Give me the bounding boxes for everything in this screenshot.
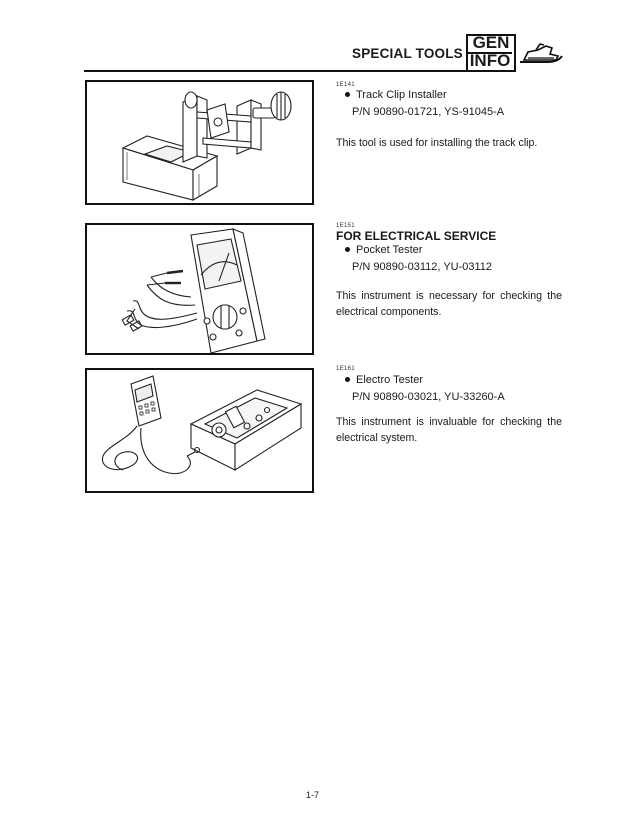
header-rule (84, 70, 468, 72)
part-number: P/N 90890-01721, YS-91045-A (352, 106, 505, 118)
tool-name (345, 89, 447, 101)
part-number: P/N 90890-03112, YU-03112 (352, 261, 493, 273)
section-code: 1E151 (336, 223, 355, 229)
tool-description: This instrument is necessary for checking the electrical components. (336, 290, 562, 318)
section-code: 1E141 (336, 82, 355, 88)
tool-name-text: Pocket Tester (356, 244, 423, 256)
bullet-icon (345, 247, 350, 252)
badge-gen-label: GEN (472, 33, 510, 52)
tool-name-text: Electro Tester (356, 374, 424, 386)
electro-tester-drawing (87, 370, 314, 493)
track-clip-installer-figure (85, 80, 314, 205)
snowmobile-icon (518, 40, 564, 68)
pocket-tester-drawing (87, 225, 314, 355)
tool-name (345, 244, 422, 256)
page-title: SPECIAL TOOLS (352, 46, 463, 61)
bullet-icon (345, 377, 350, 382)
section-code: 1E161 (336, 366, 355, 372)
electro-tester-figure (85, 368, 314, 493)
tool-description: This tool is used for installing the track clip. (336, 137, 538, 149)
part-number: P/N 90890-03021, YU-33260-A (352, 391, 505, 403)
track-clip-installer-drawing (87, 82, 314, 205)
tool-name (345, 374, 423, 386)
page-number: 1-7 (306, 790, 320, 800)
tool-name-text: Track Clip Installer (356, 89, 447, 101)
pocket-tester-figure (85, 223, 314, 355)
badge-info-label: INFO (469, 51, 511, 70)
tool-description: This instrument is invaluable for checking the electrical system. (336, 416, 562, 444)
section-badge (466, 34, 564, 74)
bullet-icon (345, 92, 350, 97)
section-heading: FOR ELECTRICAL SERVICE (336, 229, 497, 243)
